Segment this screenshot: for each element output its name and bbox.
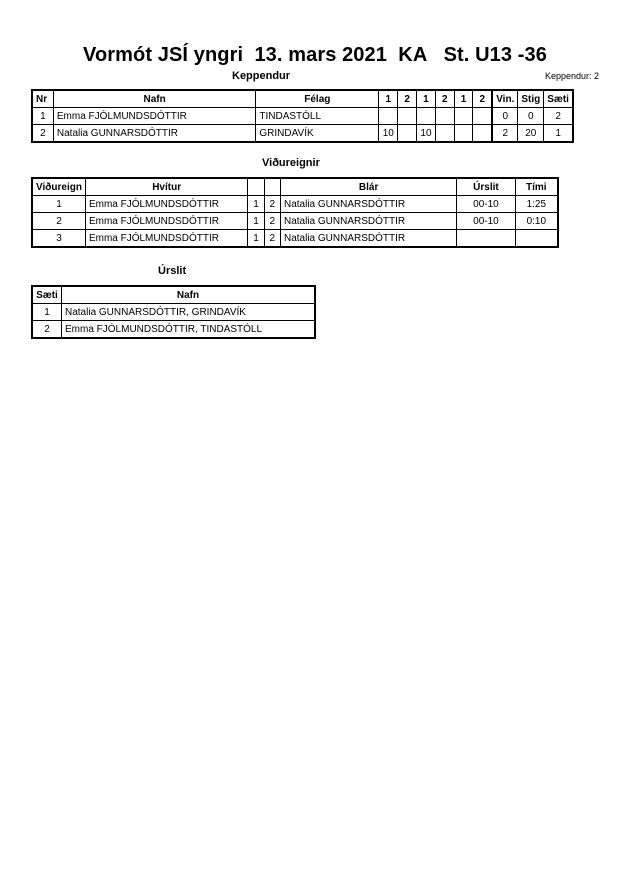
results-header-row (32, 286, 315, 304)
competitor-vin: 2 (492, 125, 518, 143)
col-r6: 2 (473, 90, 492, 108)
competitor-vin: 0 (492, 108, 518, 125)
competitor-nr: 1 (32, 108, 53, 125)
match-blue: Natalia GUNNARSDÓTTIR (280, 230, 456, 248)
match-white: Emma FJÓLMUNDSDÓTTIR (85, 230, 247, 248)
col-r3: 1 (416, 90, 435, 108)
competitors-heading: Keppendur (232, 70, 291, 82)
competitors-table (31, 89, 574, 143)
match-time: 1:25 (515, 196, 558, 213)
match-blue-num: 2 (264, 230, 280, 248)
match-white-num: 1 (248, 213, 264, 230)
round-score: 10 (416, 125, 435, 143)
match-time: 0:10 (515, 213, 558, 230)
match-nr: 3 (32, 230, 85, 248)
results-table (31, 285, 316, 339)
round-score (398, 125, 417, 143)
round-score (435, 125, 454, 143)
match-time (515, 230, 558, 248)
competitor-name: Natalia GUNNARSDÓTTIR (53, 125, 255, 143)
col-nr: Nr (32, 90, 53, 108)
col-stig: Stig (518, 90, 544, 108)
competitor-row (32, 108, 573, 125)
round-score (454, 108, 473, 125)
competitor-saeti: 2 (544, 108, 573, 125)
competitor-count: Keppendur: 2 (544, 71, 599, 81)
competitor-stig: 0 (518, 108, 544, 125)
col-r4: 2 (435, 90, 454, 108)
col-urslit: Úrslit (457, 178, 515, 196)
match-white: Emma FJÓLMUNDSDÓTTIR (85, 196, 247, 213)
col-felag: Félag (256, 90, 379, 108)
round-score (416, 108, 435, 125)
results-heading: Úrslit (158, 265, 187, 277)
matches-header-row (32, 178, 558, 196)
round-score (454, 125, 473, 143)
match-row (32, 213, 558, 230)
match-blue: Natalia GUNNARSDÓTTIR (280, 196, 456, 213)
match-blue: Natalia GUNNARSDÓTTIR (280, 213, 456, 230)
result-row (32, 321, 315, 339)
col-vidureign: Viðureign (32, 178, 85, 196)
matches-table (31, 177, 559, 248)
competitor-club: GRINDAVÍK (256, 125, 379, 143)
result-place: 2 (32, 321, 62, 339)
matches-heading: Viðureignir (262, 157, 320, 169)
col-blue-score (264, 178, 280, 196)
match-nr: 2 (32, 213, 85, 230)
col-r1: 1 (379, 90, 398, 108)
result-name: Emma FJÓLMUNDSDÓTTIR, TINDASTÓLL (62, 321, 316, 339)
page-title: Vormót JSÍ yngri 13. mars 2021 KA St. U13 -36 (83, 44, 547, 66)
competitor-name: Emma FJÓLMUNDSDÓTTIR (53, 108, 255, 125)
result-place: 1 (32, 304, 62, 321)
competitor-saeti: 1 (544, 125, 573, 143)
match-nr: 1 (32, 196, 85, 213)
col-timi: Tími (515, 178, 558, 196)
round-score (398, 108, 417, 125)
match-row (32, 230, 558, 248)
competitor-row (32, 125, 573, 143)
col-hvitur: Hvítur (85, 178, 247, 196)
competitor-club: TINDASTÓLL (256, 108, 379, 125)
round-score (435, 108, 454, 125)
col-nafn: Nafn (53, 90, 255, 108)
col-saeti: Sæti (544, 90, 573, 108)
match-row (32, 196, 558, 213)
col-result-saeti: Sæti (32, 286, 62, 304)
round-score (379, 108, 398, 125)
round-score (473, 125, 492, 143)
result-name: Natalia GUNNARSDÓTTIR, GRINDAVÍK (62, 304, 316, 321)
col-vin: Vin. (492, 90, 518, 108)
result-row (32, 304, 315, 321)
col-blar: Blár (280, 178, 456, 196)
match-white-num: 1 (248, 196, 264, 213)
match-result (457, 230, 515, 248)
match-blue-num: 2 (264, 196, 280, 213)
match-result: 00-10 (457, 196, 515, 213)
round-score (473, 108, 492, 125)
col-white-score (248, 178, 264, 196)
match-result: 00-10 (457, 213, 515, 230)
competitor-nr: 2 (32, 125, 53, 143)
match-white: Emma FJÓLMUNDSDÓTTIR (85, 213, 247, 230)
col-r5: 1 (454, 90, 473, 108)
round-score: 10 (379, 125, 398, 143)
competitors-header-row (32, 90, 573, 108)
match-white-num: 1 (248, 230, 264, 248)
competitor-stig: 20 (518, 125, 544, 143)
col-result-nafn: Nafn (62, 286, 316, 304)
col-r2: 2 (398, 90, 417, 108)
match-blue-num: 2 (264, 213, 280, 230)
